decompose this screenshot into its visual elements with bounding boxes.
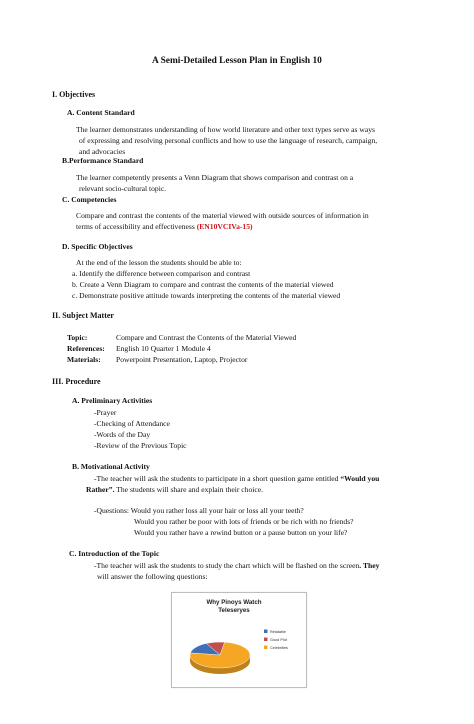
preliminary-activities-heading: A. Preliminary Activities: [72, 396, 153, 405]
topic-label: Topic:: [67, 333, 88, 342]
legend-swatch: [264, 638, 268, 642]
question-item: -Questions: Would you rather loss all your hair or loss all your teeth?: [94, 506, 304, 515]
motivational-line: [86, 485, 263, 495]
content-standard-heading: A. Content Standard: [67, 108, 135, 117]
content-standard-line: The learner demonstrates understanding of how world literature and other text types serve as ways: [76, 125, 376, 134]
motivational-line-text: -The teacher will ask the students to participate in a short question game entitled: [94, 474, 339, 483]
performance-standard-line: The learner competently presents a Venn Diagram that shows comparison and contrast on a: [76, 173, 354, 182]
specific-objective-item: b. Create a Venn Diagram to compare and contrast the contents of the material viewed: [72, 280, 334, 289]
introduction-line-text: -The teacher will ask the students to study the chart which will be flashed on the screen: [94, 561, 360, 570]
legend-swatch: [264, 646, 268, 650]
question-item: Would you rather have a rewind button or a pause button on your life?: [134, 528, 348, 537]
introduction-line-end: . They: [359, 561, 380, 570]
introduction-heading: C. Introduction of the Topic: [69, 549, 160, 558]
performance-standard-heading: B.Performance Standard: [62, 156, 144, 165]
motivational-line: [94, 474, 379, 484]
competencies-heading: C. Competencies: [62, 195, 117, 204]
introduction-line: [94, 561, 379, 571]
specific-objective-item: a. Identify the difference between comparison and contrast: [72, 269, 251, 278]
legend-label: Good Plot: [270, 638, 287, 642]
question-item: Would you rather be poor with lots of friends or be rich with no friends?: [134, 517, 354, 526]
introduction-line: will answer the following questions:: [97, 572, 208, 581]
motivational-activity-heading: B. Motivational Activity: [72, 462, 150, 471]
legend-label: Relatable: [270, 630, 287, 634]
chart-title-line: Why Pinoys Watch: [206, 599, 262, 606]
chart-legend: [264, 630, 288, 651]
competencies-line-text: terms of accessibility and effectiveness: [76, 222, 195, 231]
preliminary-item: -Prayer: [94, 408, 117, 417]
competencies-line: Compare and contrast the contents of the material viewed with outside sources of information in: [76, 211, 369, 220]
references-value: English 10 Quarter 1 Module 4: [116, 344, 211, 353]
materials-label: Materials:: [67, 355, 101, 364]
preliminary-item: -Review of the Previous Topic: [94, 441, 187, 450]
materials-value: Powerpoint Presentation, Laptop, Projector: [116, 355, 248, 364]
game-title-end: Rather”.: [86, 485, 115, 494]
teleseryes-pie-chart: [171, 592, 307, 688]
specific-objectives-heading: D. Specific Objectives: [62, 242, 133, 251]
section-heading-objectives: I. Objectives: [52, 90, 96, 99]
competency-code: (EN10VCIVa-15): [196, 222, 253, 231]
pie-chart-svg: [172, 593, 306, 687]
content-standard-line: and advocacies: [79, 147, 126, 156]
section-heading-subject-matter: II. Subject Matter: [52, 311, 114, 320]
motivational-line-text: The students will share and explain their choice.: [116, 485, 264, 494]
topic-value: Compare and Contrast the Contents of the Material Viewed: [116, 333, 297, 342]
preliminary-item: -Checking of Attendance: [94, 419, 170, 428]
performance-standard-line: relevant socio-cultural topic.: [79, 184, 167, 193]
section-heading-procedure: III. Procedure: [52, 377, 101, 386]
competencies-line: [76, 222, 253, 232]
game-title: “Would you: [340, 474, 380, 483]
legend-label: Celebrities: [270, 646, 288, 650]
specific-objectives-intro: At the end of the lesson the students should be able to:: [76, 258, 242, 267]
content-standard-line: of expressing and resolving personal conflicts and how to use the language of research, campaign,: [79, 136, 378, 145]
references-label: References:: [67, 344, 105, 353]
specific-objective-item: c. Demonstrate positive attitude towards interpreting the contents of the material viewed: [72, 291, 341, 300]
legend-swatch: [264, 630, 268, 634]
page-title: A Semi-Detailed Lesson Plan in English 10: [152, 56, 322, 66]
chart-title-line: Teleseryes: [218, 607, 250, 614]
preliminary-item: -Words of the Day: [94, 430, 151, 439]
pie-slices: [190, 642, 250, 674]
